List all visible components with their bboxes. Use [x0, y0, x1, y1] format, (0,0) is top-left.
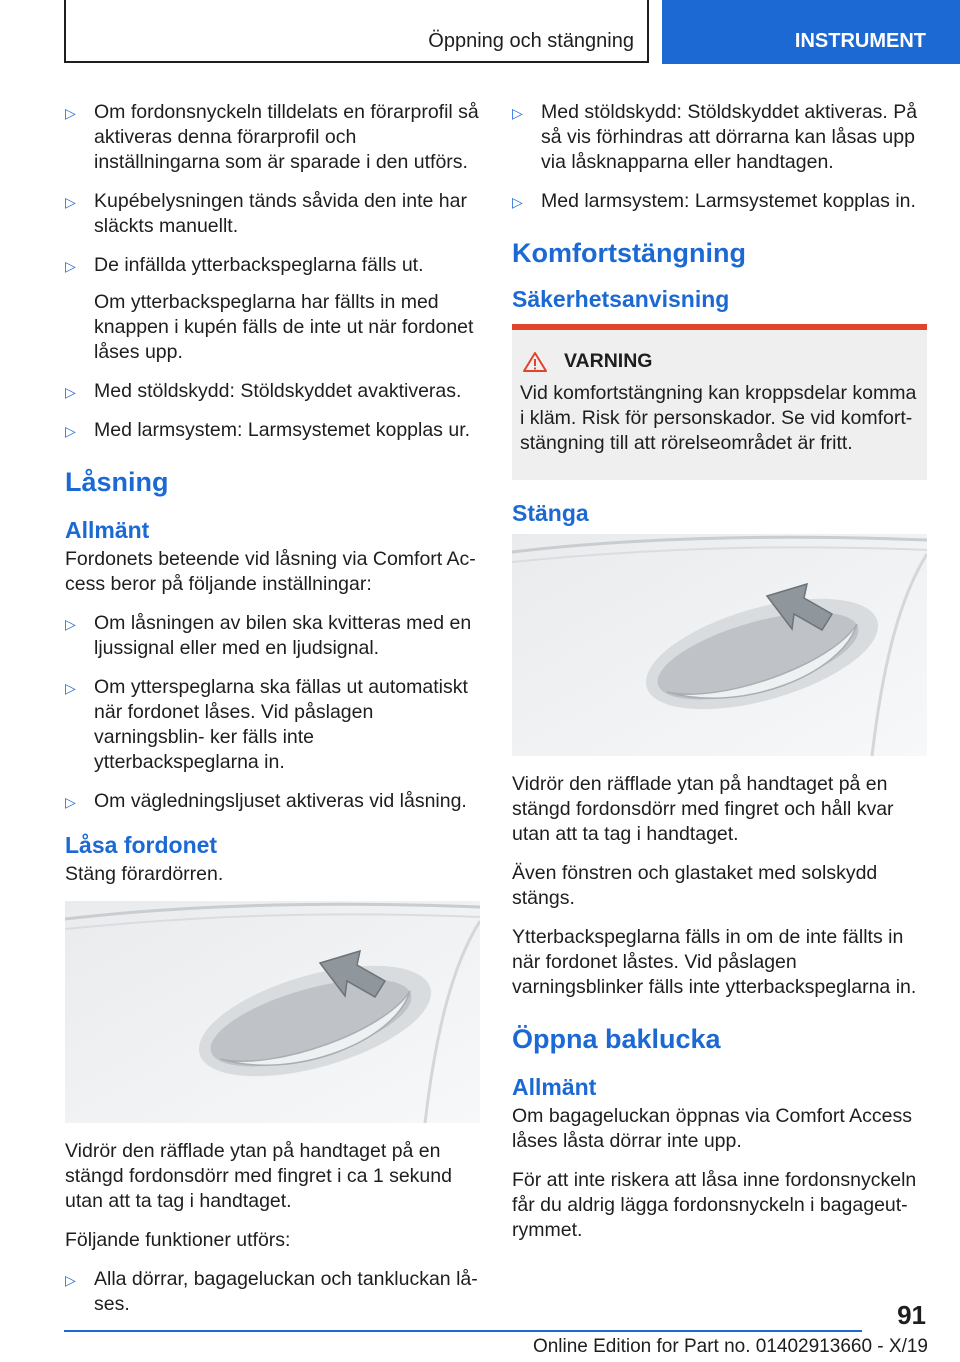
lock-functions-list-continued — [512, 100, 927, 214]
list-item: ▷ De infällda ytterbackspeglarna fälls ut. Om ytterbackspeglarna har fällts in med knappen i kupén fälls de inte ut när fordonet låses upp. — [65, 253, 480, 365]
footer-divider — [64, 1330, 862, 1332]
triangle-bullet-icon: ▷ — [65, 423, 76, 439]
unlock-effects-list — [65, 100, 480, 443]
triangle-bullet-icon: ▷ — [512, 194, 523, 210]
heading-stanga: Stänga — [512, 500, 589, 526]
list-item-note: Om ytterbackspeglarna har fällts in med knappen i kupén fälls de inte ut när fordonet låses upp. — [94, 291, 474, 363]
triangle-bullet-icon: ▷ — [512, 105, 523, 121]
triangle-bullet-icon: ▷ — [65, 258, 76, 274]
key-warning-paragraph: För att inte riskera att låsa inne fordonsnyckeln får du aldrig lägga fordonsnyckeln i bagageut‐ rymmet. — [512, 1169, 917, 1241]
mirrors-paragraph: Ytterbackspeglarna fälls in om de inte fällts in när fordonet låstes. Vid påslagen varningsblinker fälls inte ytterbackspeglarna in. — [512, 926, 917, 998]
footer-edition: Online Edition for Part no. 01402913660 - X/19 — [532, 1336, 928, 1357]
lock-instruction-paragraph: Vidrör den räfflade ytan på handtaget på en stängd fordonsdörr med fingret i ca 1 sekund utan att ta tag i handtaget. — [65, 1140, 452, 1212]
close-instruction-paragraph: Vidrör den räfflade ytan på handtaget på en stängd fordonsdörr med fingret och håll kvar utan att ta tag i handtaget. — [512, 773, 894, 845]
heading-sakerhetsanvisning: Säkerhetsanvisning — [512, 286, 730, 312]
triangle-bullet-icon: ▷ — [65, 794, 76, 810]
warning-title: VARNING — [564, 350, 653, 372]
functions-paragraph: Följande funktioner utförs: — [65, 1229, 291, 1251]
list-item: ▷ Om fordonsnyckeln tilldelats en förarprofil så aktiveras denna förarprofil och inställningarna som är sparade i den utförs. — [65, 101, 479, 173]
warning-triangle-icon — [522, 351, 548, 373]
windows-paragraph: Även fönstren och glastaket med solskydd stängs. — [512, 862, 878, 909]
warning-header — [520, 350, 919, 373]
warning-text: Vid komfortstängning kan kroppsdelar komma i kläm. Risk för personskador. Se vid komfort‐ stängning till att rörelseområdet är fritt. — [520, 382, 917, 454]
header-chapter-tab: INSTRUMENT — [662, 0, 960, 64]
tailgate-paragraph: Om bagageluckan öppnas via Comfort Access låses låsta dörrar inte upp. — [512, 1105, 912, 1152]
list-item: ▷ Om ytterspeglarna ska fällas ut automatiskt när fordonet låses. Vid påslagen varningsblin‐ ker fälls inte ytterbackspeglarna in. — [65, 676, 468, 773]
list-item: ▷ Med larmsystem: Larmsystemet kopplas ur. — [65, 418, 480, 443]
left-column — [65, 100, 480, 1331]
list-item: ▷ Om vägledningsljuset aktiveras vid låsning. — [65, 789, 480, 814]
triangle-bullet-icon: ▷ — [65, 105, 76, 121]
lasa-paragraph: Stäng förardörren. — [65, 863, 224, 885]
lock-functions-list — [65, 1267, 480, 1317]
allmant-paragraph: Fordonets beteende vid låsning via Comfort Ac‐ cess beror på följande inställningar: — [65, 548, 476, 595]
heading-komfortstangning: Komfortstängning — [512, 238, 746, 268]
list-item: ▷ Alla dörrar, bagageluckan och tankluckan lå‐ ses. — [65, 1268, 478, 1315]
triangle-bullet-icon: ▷ — [65, 616, 76, 632]
header-section-title: Öppning och stängning — [428, 30, 634, 52]
heading-allmant-2: Allmänt — [512, 1074, 597, 1100]
heading-lasa-fordonet: Låsa fordonet — [65, 832, 218, 858]
page-header — [0, 0, 960, 66]
heading-oppna-baklucka: Öppna baklucka — [512, 1024, 721, 1054]
list-item: ▷ Med larmsystem: Larmsystemet kopplas in. — [512, 189, 927, 214]
list-item: ▷ Om låsningen av bilen ska kvitteras med en ljussignal eller med en ljudsignal. — [65, 612, 472, 659]
page-number: 91 — [897, 1300, 926, 1330]
list-item: ▷ Med stöldskydd: Stöldskyddet aktiveras. På så vis förhindras att dörrarna kan låsas upp via låsknapparna eller handtagen. — [512, 101, 918, 173]
list-item: ▷ Kupébelysningen tänds såvida den inte har släckts manuellt. — [65, 190, 467, 237]
heading-allmant: Allmänt — [65, 517, 150, 543]
warning-box — [512, 324, 927, 480]
triangle-bullet-icon: ▷ — [65, 194, 76, 210]
door-handle-lock-illustration — [65, 901, 480, 1123]
triangle-bullet-icon: ▷ — [65, 1272, 76, 1288]
heading-lasning: Låsning — [65, 467, 169, 497]
locking-settings-list — [65, 611, 480, 814]
door-handle-close-illustration — [512, 534, 927, 756]
triangle-bullet-icon: ▷ — [65, 680, 76, 696]
list-item: ▷ Med stöldskydd: Stöldskyddet avaktiveras. — [65, 379, 480, 404]
right-column — [512, 100, 927, 1257]
triangle-bullet-icon: ▷ — [65, 384, 76, 400]
